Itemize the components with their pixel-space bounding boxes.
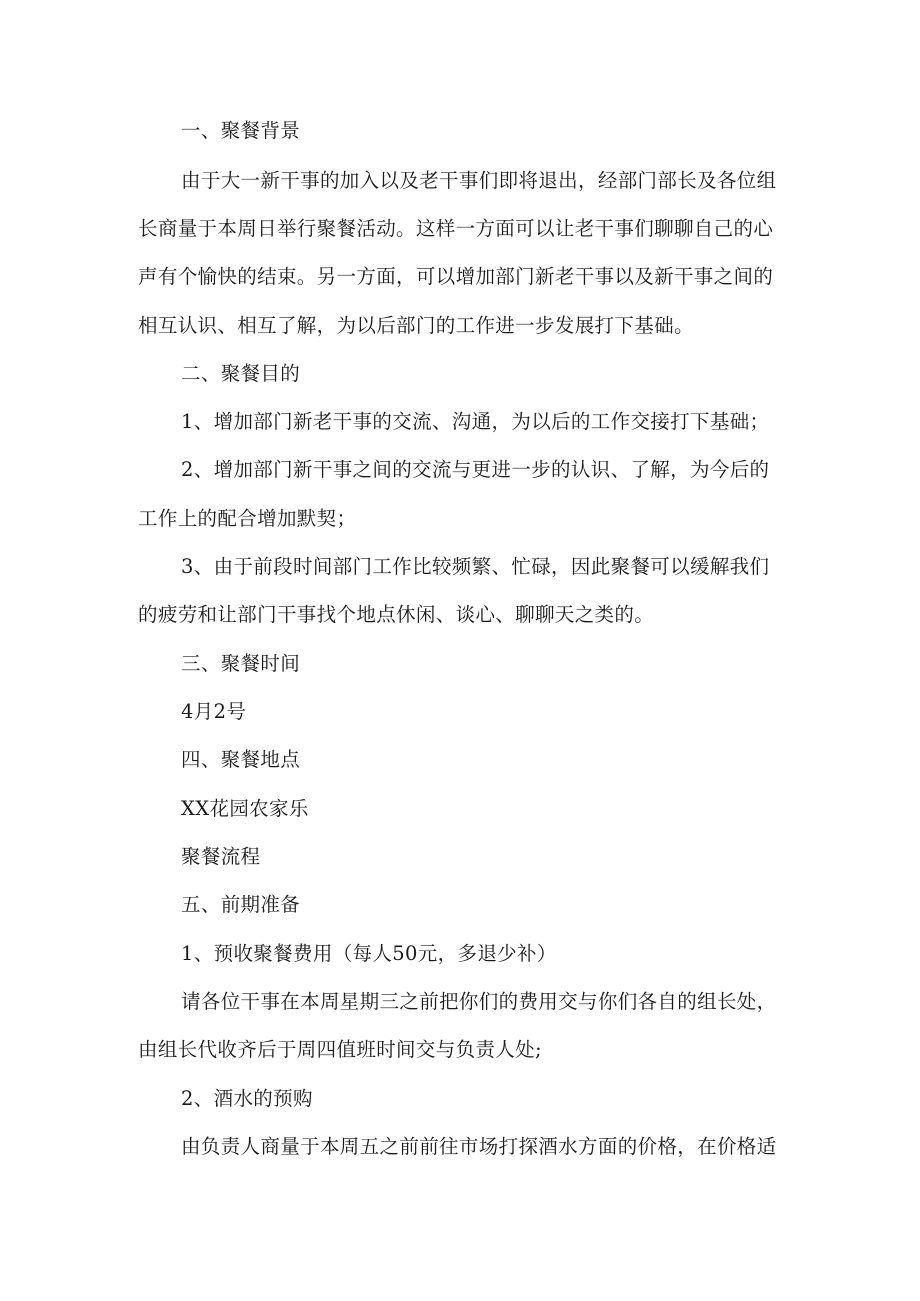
heading-process: 聚餐流程 — [181, 845, 261, 868]
heading-preparation: 五、前期准备 — [181, 893, 301, 916]
paragraph-line: 由负责人商量于本周五之前前往市场打探酒水方面的价格，在价格适 — [181, 1135, 777, 1158]
paragraph-line: XX花园农家乐 — [181, 797, 309, 820]
paragraph-line: 1、增加部门新老干事的交流、沟通，为以后的工作交接打下基础； — [181, 410, 770, 433]
paragraph-line: 3、由于前段时间部门工作比较频繁、忙碌，因此聚餐可以缓解我们 — [181, 555, 770, 578]
paragraph-line: 相互认识、相互了解，为以后部门的工作进一步发展打下基础。 — [138, 314, 694, 337]
paragraph-line: 2、增加部门新干事之间的交流与更进一步的认识、了解，为今后的 — [181, 458, 770, 481]
paragraph-line: 4月2号 — [181, 700, 247, 723]
paragraph-line: 1、预收聚餐费用（每人50元，多退少补） — [181, 942, 557, 965]
heading-time: 三、聚餐时间 — [181, 652, 301, 675]
paragraph-line: 长商量于本周日举行聚餐活动。这样一方面可以让老干事们聊聊自己的心 — [138, 217, 774, 240]
paragraph-line: 声有个愉快的结束。另一方面，可以增加部门新老干事以及新干事之间的 — [138, 265, 774, 288]
paragraph-line: 2、酒水的预购 — [181, 1087, 313, 1110]
heading-location: 四、聚餐地点 — [181, 748, 301, 771]
paragraph-line: 的疲劳和让部门干事找个地点休闲、谈心、聊聊天之类的。 — [138, 603, 655, 626]
heading-purpose: 二、聚餐目的 — [181, 362, 301, 385]
paragraph-line: 由组长代收齐后于周四值班时间交与负责人处; — [138, 1038, 542, 1061]
heading-background: 一、聚餐背景 — [181, 119, 301, 142]
paragraph-line: 由于大一新干事的加入以及老干事们即将退出，经部门部长及各位组 — [181, 169, 777, 192]
paragraph-line: 请各位干事在本周星期三之前把你们的费用交与你们各自的组长处， — [181, 990, 777, 1013]
paragraph-line: 工作上的配合增加默契； — [138, 507, 357, 530]
